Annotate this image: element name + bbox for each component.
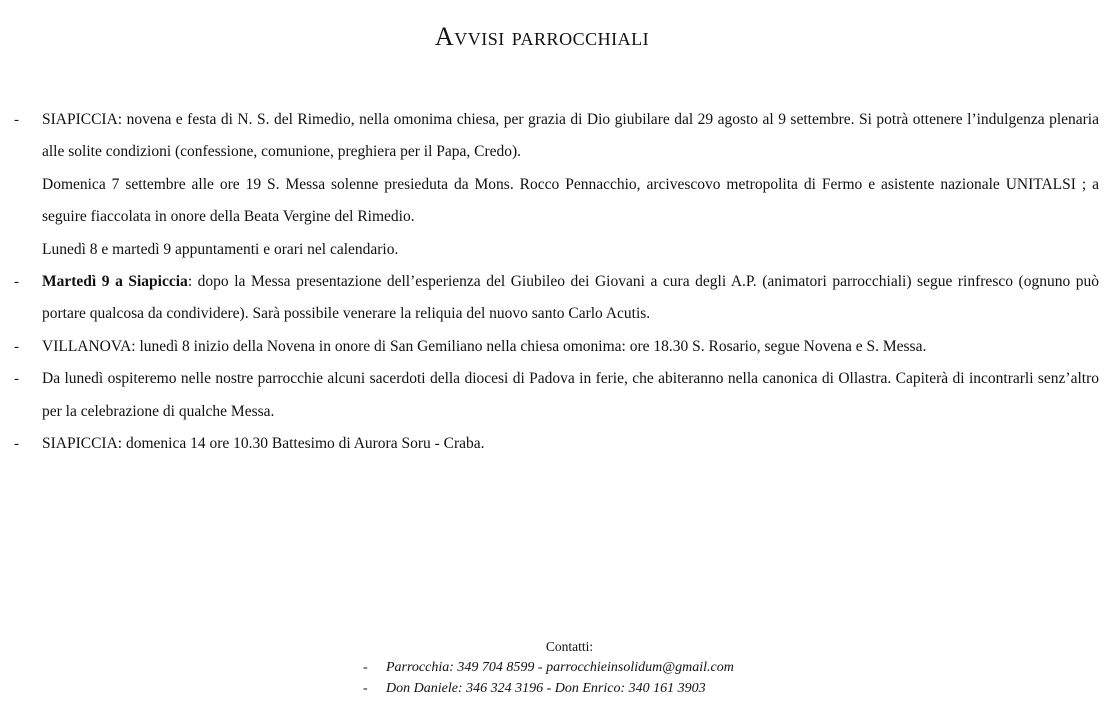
contact-text: Parrocchia: 349 704 8599 - parrocchieinsolidum@gmail.com <box>386 660 734 675</box>
notice-text: Domenica 7 settembre alle ore 19 S. Messa solenne presieduta da Mons. Rocco Pennacchio, arcivescovo metropolita di Fermo e asistente nazionale UNITALSI ; a seguire fiaccolata in onore della Beata Vergine del Rimedio. <box>42 175 1099 226</box>
notice-highlight: Martedì 9 a Siapiccia <box>42 273 188 291</box>
contacts-title: Contatti: <box>545 639 594 654</box>
page-title: Avvisi parrocchiali <box>434 22 650 51</box>
notice-text <box>42 266 1099 331</box>
notice-item <box>14 104 1099 266</box>
contact-parish <box>0 657 1114 678</box>
notice-body: : dopo la Messa presentazione dell’esperienza del Giubileo dei Giovani a cura degli A.P. (animatori parrocchiali) segue rinfresco (ognuno può portare qualcosa da condividere). Sarà possibile venerare la reliquia del nuovo santo Carlo Acutis. <box>42 273 1099 323</box>
notice-text: VILLANOVA: lunedì 8 inizio della Novena in onore di San Gemiliano nella chiesa omonima: ore 18.30 S. Rosario, segue Novena e S. Messa. <box>42 337 927 355</box>
notice-bullet: - <box>14 371 19 388</box>
notice-item <box>14 331 1099 363</box>
contact-text: Don Daniele: 346 324 3196 - Don Enrico: 340 161 3903 <box>386 681 706 696</box>
contact-priests <box>0 678 1114 699</box>
notice-bullet: - <box>14 338 19 355</box>
notice-text: Lunedì 8 e martedì 9 appuntamenti e orari nel calendario. <box>42 240 399 258</box>
contacts-section <box>0 637 1114 699</box>
notice-bullet: - <box>14 274 19 291</box>
notices-list <box>14 104 1099 460</box>
notice-bullet: - <box>14 436 19 453</box>
contact-bullet: - <box>363 681 368 696</box>
notice-item <box>14 428 1099 460</box>
notice-item <box>14 266 1099 331</box>
notice-text: SIAPICCIA: novena e festa di N. S. del Rimedio, nella omonima chiesa, per grazia di Dio giubilare dal 29 agosto al 9 settembre. Si potrà ottenere l’indulgenza plenaria alle solite condizioni (confessione, comunione, preghiera per il Papa, Credo). <box>42 111 1099 161</box>
notice-text: Da lunedì ospiteremo nelle nostre parrocchie alcuni sacerdoti della diocesi di Padova in ferie, che abiteranno nella canonica di Ollastra. Capiterà di incontrarli senz’altro per la celebrazione di qualche Messa. <box>42 370 1099 420</box>
contact-bullet: - <box>363 660 368 675</box>
notice-item <box>14 363 1099 428</box>
notice-text: SIAPICCIA: domenica 14 ore 10.30 Battesimo di Aurora Soru - Craba. <box>42 435 485 453</box>
notice-bullet: - <box>14 112 19 128</box>
